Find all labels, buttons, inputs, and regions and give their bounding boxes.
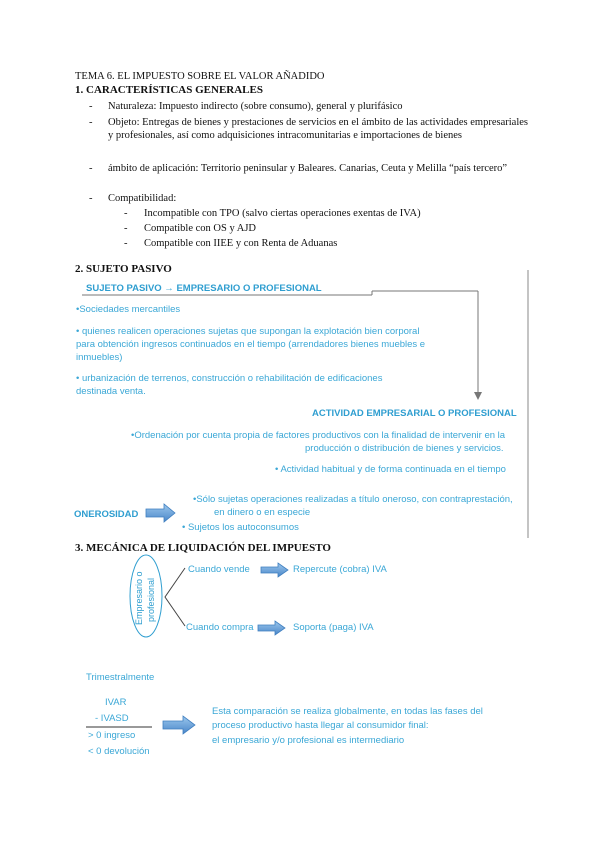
oval-line-1: Empresario o	[134, 571, 144, 625]
act-item-ordenacion-cont: producción o distribución de bienes y servicios.	[305, 443, 504, 454]
sub-compatible-iiee: Compatible con IIEE y con Renta de Aduanas	[144, 238, 338, 249]
act-item-habitual: • Actividad habitual y de forma continuada en el tiempo	[275, 464, 506, 475]
sp-item-urbanizacion-cont: destinada venta.	[76, 386, 146, 397]
actividad-title: ACTIVIDAD EMPRESARIAL O PROFESIONAL	[312, 408, 517, 419]
sp-item-explotacion-cont2: inmuebles)	[76, 352, 123, 363]
sp-item-urbanizacion: • urbanización de terrenos, construcción o rehabilitación de edificaciones	[76, 373, 383, 384]
sp-item-sociedades: •Sociedades mercantiles	[76, 304, 181, 315]
trimestralmente: Trimestralmente	[86, 672, 155, 683]
devolucion-label: < 0 devolución	[88, 746, 150, 757]
oner-item-autoconsumos: • Sujetos los autoconsumos	[182, 522, 299, 533]
cuando-compra: Cuando compra	[186, 622, 254, 633]
bullet-ambito: ámbito de aplicación: Territorio peninsular y Baleares. Canarias, Ceuta y Melilla “país tercero”	[108, 163, 508, 174]
oval-line-2: profesional	[146, 577, 156, 622]
ivasd-label: - IVASD	[95, 713, 129, 724]
compra-arrow-icon	[258, 621, 285, 635]
section-2-heading: 2. SUJETO PASIVO	[75, 263, 172, 275]
oner-item-sujetas-cont: en dinero o en especie	[214, 507, 311, 518]
connector-arrow	[82, 291, 482, 400]
comparacion-line-2: proceso productivo hasta llegar al consumidor final:	[212, 720, 429, 731]
section-1-heading: 1. CARACTERÍSTICAS GENERALES	[75, 84, 263, 96]
bullet-compatibilidad: Compatibilidad:	[108, 193, 177, 204]
act-item-ordenacion: •Ordenación por cuenta propia de factores productivos con la finalidad de intervenir en la	[131, 430, 506, 441]
section-3-heading: 3. MECÁNICA DE LIQUIDACIÓN DEL IMPUESTO	[75, 542, 331, 554]
sp-item-explotacion: • quienes realicen operaciones sujetas que supongan la explotación bien corporal	[76, 326, 420, 337]
dash-marker: -	[89, 163, 93, 174]
dash-marker: -	[124, 223, 128, 234]
sujeto-pasivo-title: SUJETO PASIVO → EMPRESARIO O PROFESIONAL	[86, 283, 322, 294]
comparacion-line-3: el empresario y/o profesional es intermediario	[212, 735, 405, 746]
onerosidad-label: ONEROSIDAD	[74, 509, 139, 520]
dash-marker: -	[124, 208, 128, 219]
ingreso-label: > 0 ingreso	[88, 730, 136, 741]
bullet-naturaleza: Naturaleza: Impuesto indirecto (sobre consumo), general y plurifásico	[108, 101, 403, 112]
vende-arrow-icon	[261, 563, 288, 577]
sub-compatible-os: Compatible con OS y AJD	[144, 223, 256, 234]
oner-item-sujetas: •Sólo sujetas operaciones realizadas a título oneroso, con contraprestación,	[193, 494, 513, 505]
soporta-iva: Soporta (paga) IVA	[293, 622, 374, 633]
dash-marker: -	[89, 117, 93, 128]
onerosidad-arrow-icon	[146, 504, 175, 522]
sp-item-explotacion-cont: para obtención ingresos continuados en el tiempo (arrendadores bienes muebles e	[76, 339, 426, 350]
dash-marker: -	[89, 193, 93, 204]
dash-marker: -	[89, 101, 93, 112]
comparacion-arrow-icon	[163, 716, 195, 734]
cuando-vende: Cuando vende	[188, 564, 250, 575]
dash-marker: -	[124, 238, 128, 249]
sub-incompatible-tpo: Incompatible con TPO (salvo ciertas operaciones exentas de IVA)	[144, 208, 421, 219]
doc-title: TEMA 6. EL IMPUESTO SOBRE EL VALOR AÑADIDO	[75, 71, 325, 82]
ivar-label: IVAR	[105, 697, 127, 708]
branch-chevron	[165, 568, 185, 626]
repercute-iva: Repercute (cobra) IVA	[293, 564, 387, 575]
bullet-objeto: Objeto: Entregas de bienes y prestaciones de servicios en el ámbito de las actividades empresariales y profesionales, así como adquisiciones intracomunitarias e importaciones de bienes	[108, 117, 528, 141]
comparacion-line-1: Esta comparación se realiza globalmente, en todas las fases del	[212, 706, 483, 717]
empresario-oval	[130, 555, 162, 637]
